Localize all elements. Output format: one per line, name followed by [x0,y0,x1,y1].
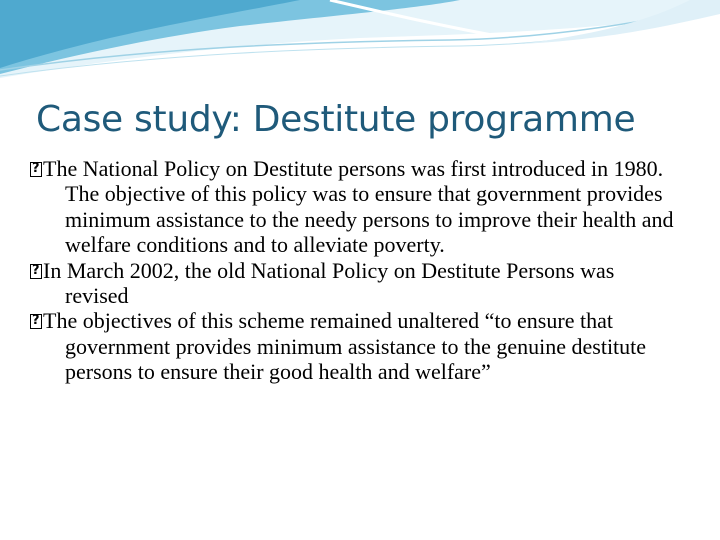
bullet-paragraph-3 [30,308,680,384]
bullet-paragraph-1 [30,156,680,258]
paragraph-text: The objectives of this scheme remained unaltered “to ensure that government provides minimum assistance to the genuine destitute persons to ensure their good health and welfare” [43,308,647,385]
bullet-paragraph-2 [30,258,680,309]
slide-title: Case study: Destitute programme [36,99,636,140]
paragraph-text: In March 2002, the old National Policy on Destitute Persons was revised [43,257,615,309]
paragraph-text: The National Policy on Destitute persons was first introduced in 1980. The objective of this policy was to ensure that government provides minimum assistance to the needy persons to improve their health and welfare conditions and to alleviate poverty. [43,156,674,258]
missing-glyph-icon [30,264,42,279]
missing-glyph-icon [30,314,42,329]
missing-glyph-icon [30,162,42,177]
slide-body [30,156,680,385]
